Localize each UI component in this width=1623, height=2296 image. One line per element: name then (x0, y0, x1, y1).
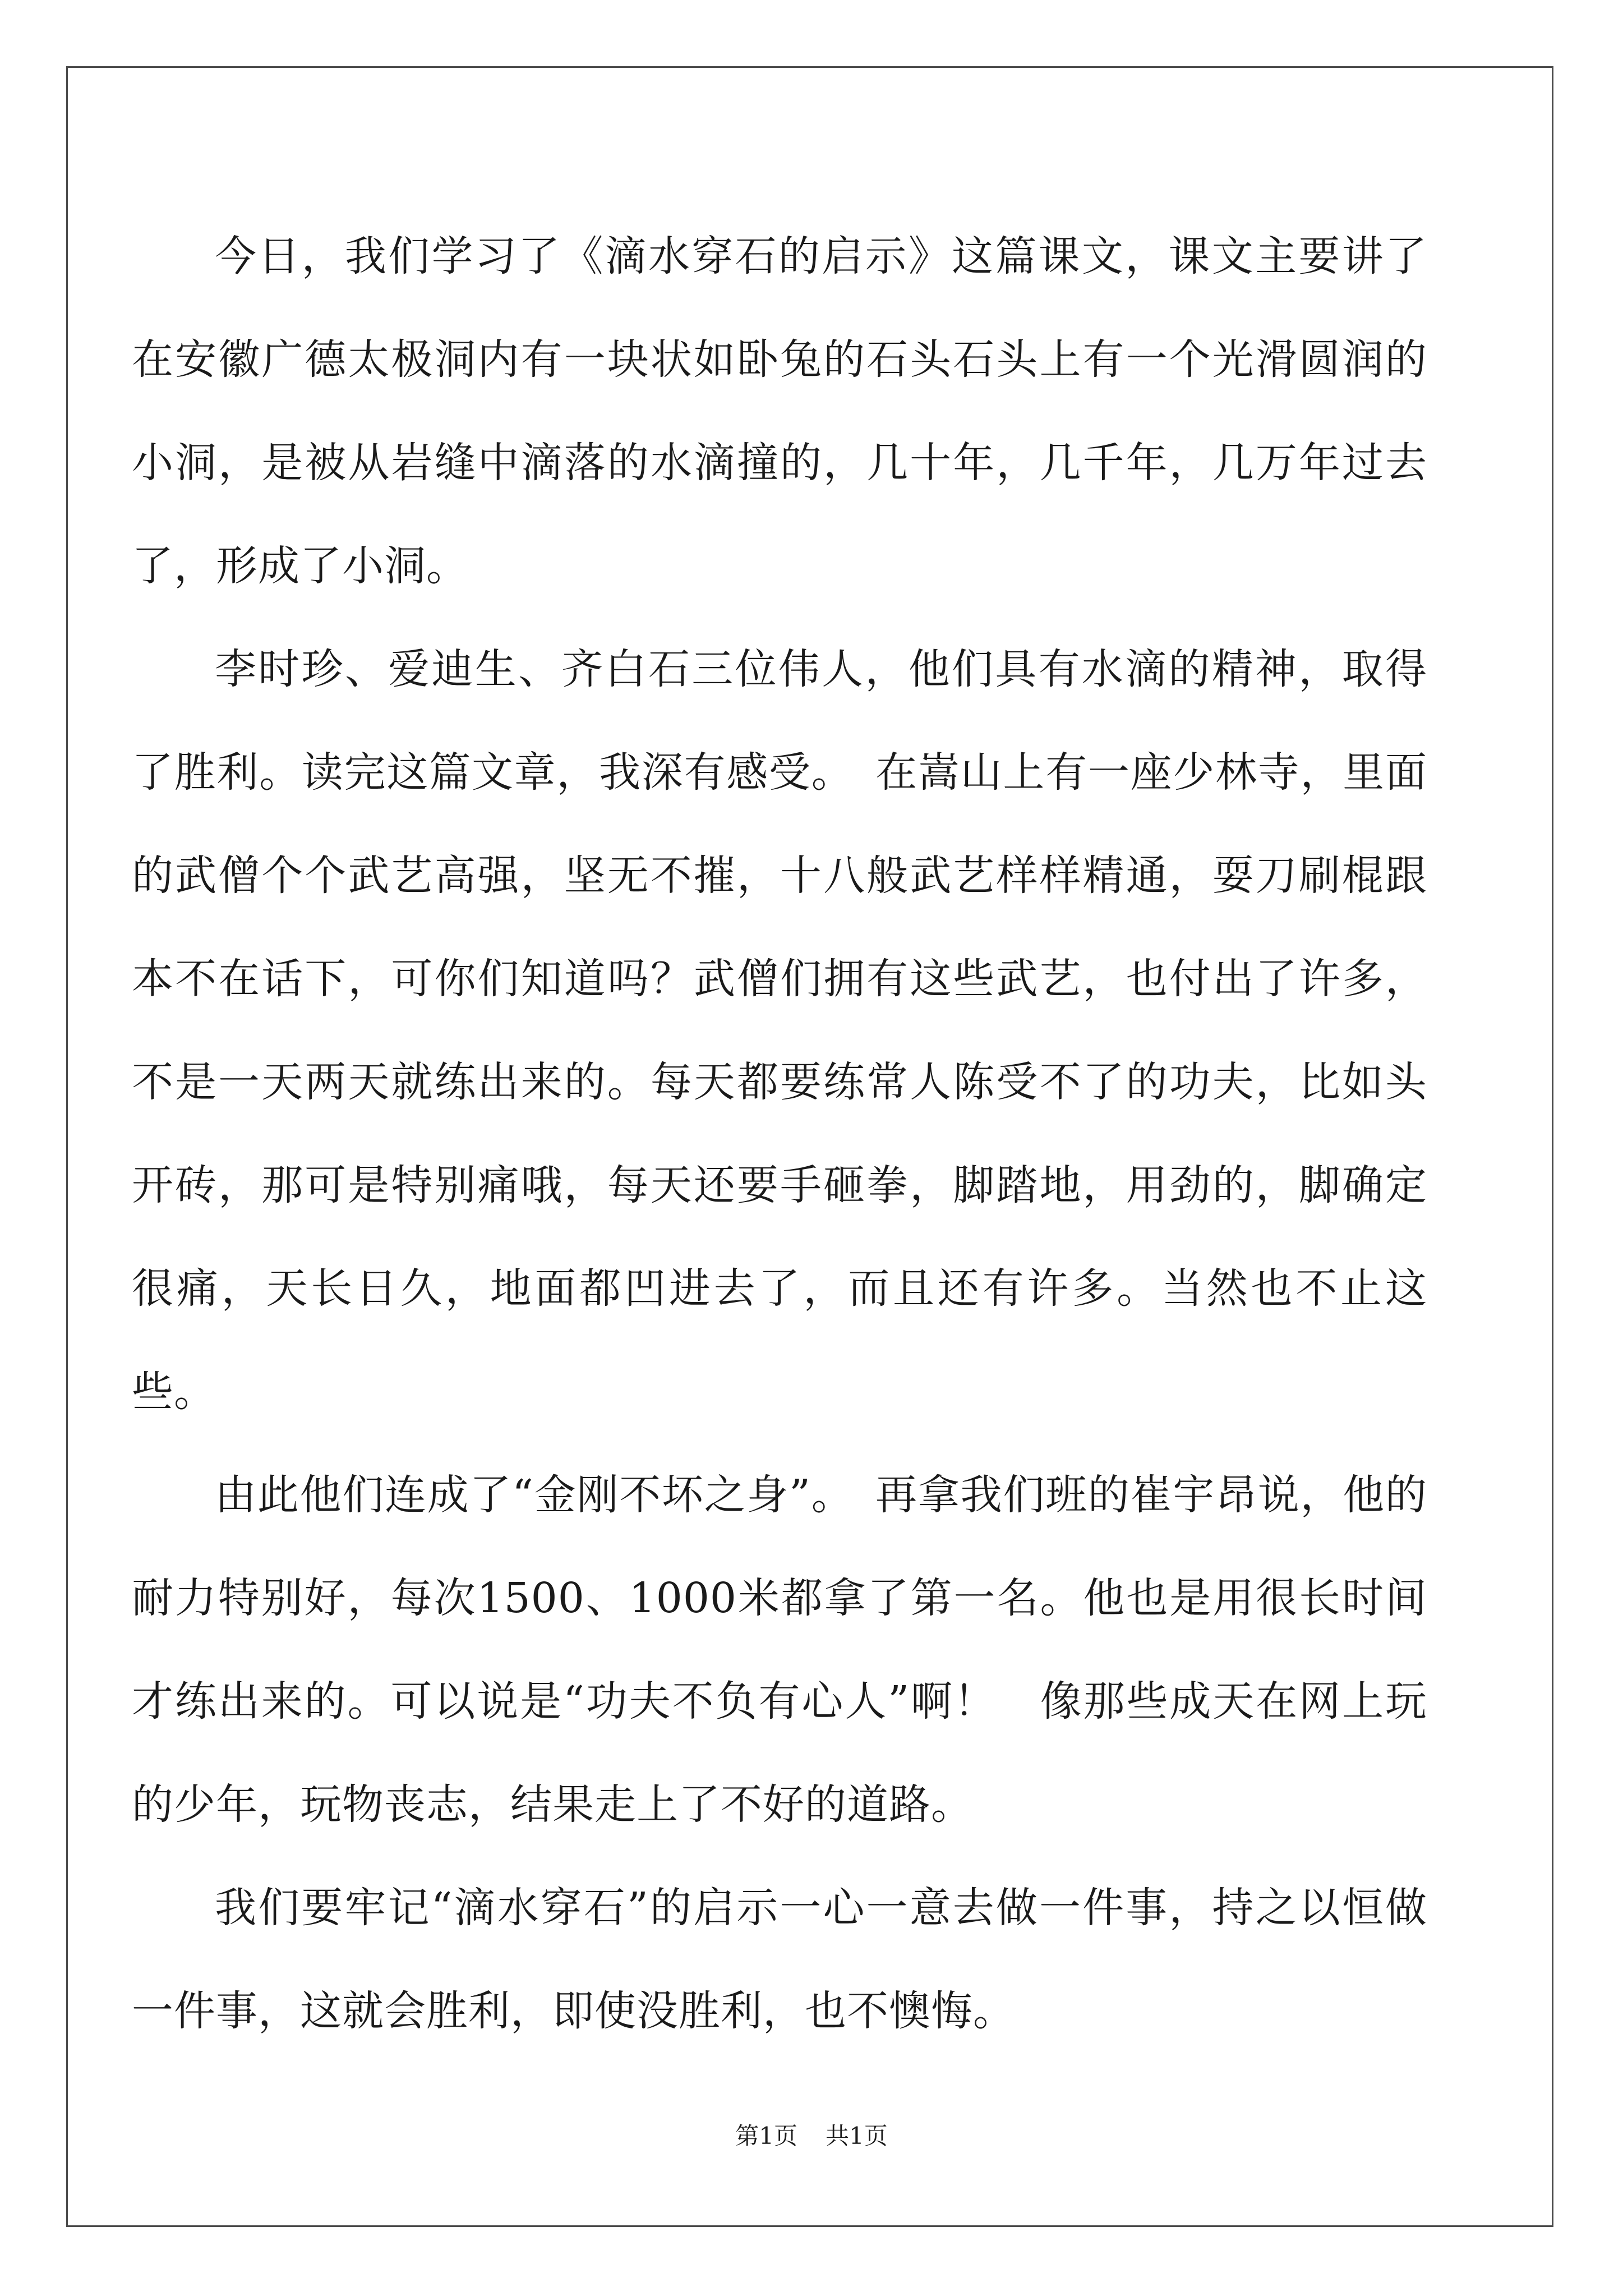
page-footer (0, 2118, 1623, 2151)
document-body (132, 205, 1427, 2063)
paragraph-4: 我们要牢记“滴水穿石”的启示一心一意去做一件事，持之以恒做一件事，这就会胜利，即使没胜利，也不懊悔。 (132, 1884, 1427, 2035)
page-number: 第1页 (735, 2122, 797, 2150)
page-total: 共1页 (826, 2122, 888, 2150)
paragraph-2: 李时珍、爱迪生、齐白石三位伟人，他们具有水滴的精神，取得了胜利。读完这篇文章，我深有感受。 在嵩山上有一座少林寺，里面的武僧个个武艺高强，坚无不摧，十八般武艺样样精通，耍刀刷棍跟本不在话下，可你们知道吗？武僧们拥有这些武艺，也付出了许多，不是一天两天就练出来的。每天都要练常人陈受不了的功夫，比如头开砖，那可是特别痛哦，每天还要手砸拳，脚踏地，用劲的，脚确定很痛，天长日久，地面都凹进去了，而且还有许多。当然也不止这些。 (132, 645, 1427, 1416)
paragraph-1: 今日，我们学习了《滴水穿石的启示》这篇课文，课文主要讲了在安徽广德太极洞内有一块状如卧兔的石头石头上有一个光滑圆润的小洞，是被从岩缝中滴落的水滴撞的，几十年，几千年，几万年过去了，形成了小洞。 (132, 232, 1427, 590)
paragraph-3: 由此他们连成了“金刚不坏之身”。 再拿我们班的崔宇昂说，他的耐力特别好，每次1500、1000米都拿了第一名。他也是用很长时间才练出来的。可以说是“功夫不负有心人”啊！ 像那些成天在网上玩的少年，玩物丧志，结果走上了不好的道路。 (132, 1471, 1427, 1829)
